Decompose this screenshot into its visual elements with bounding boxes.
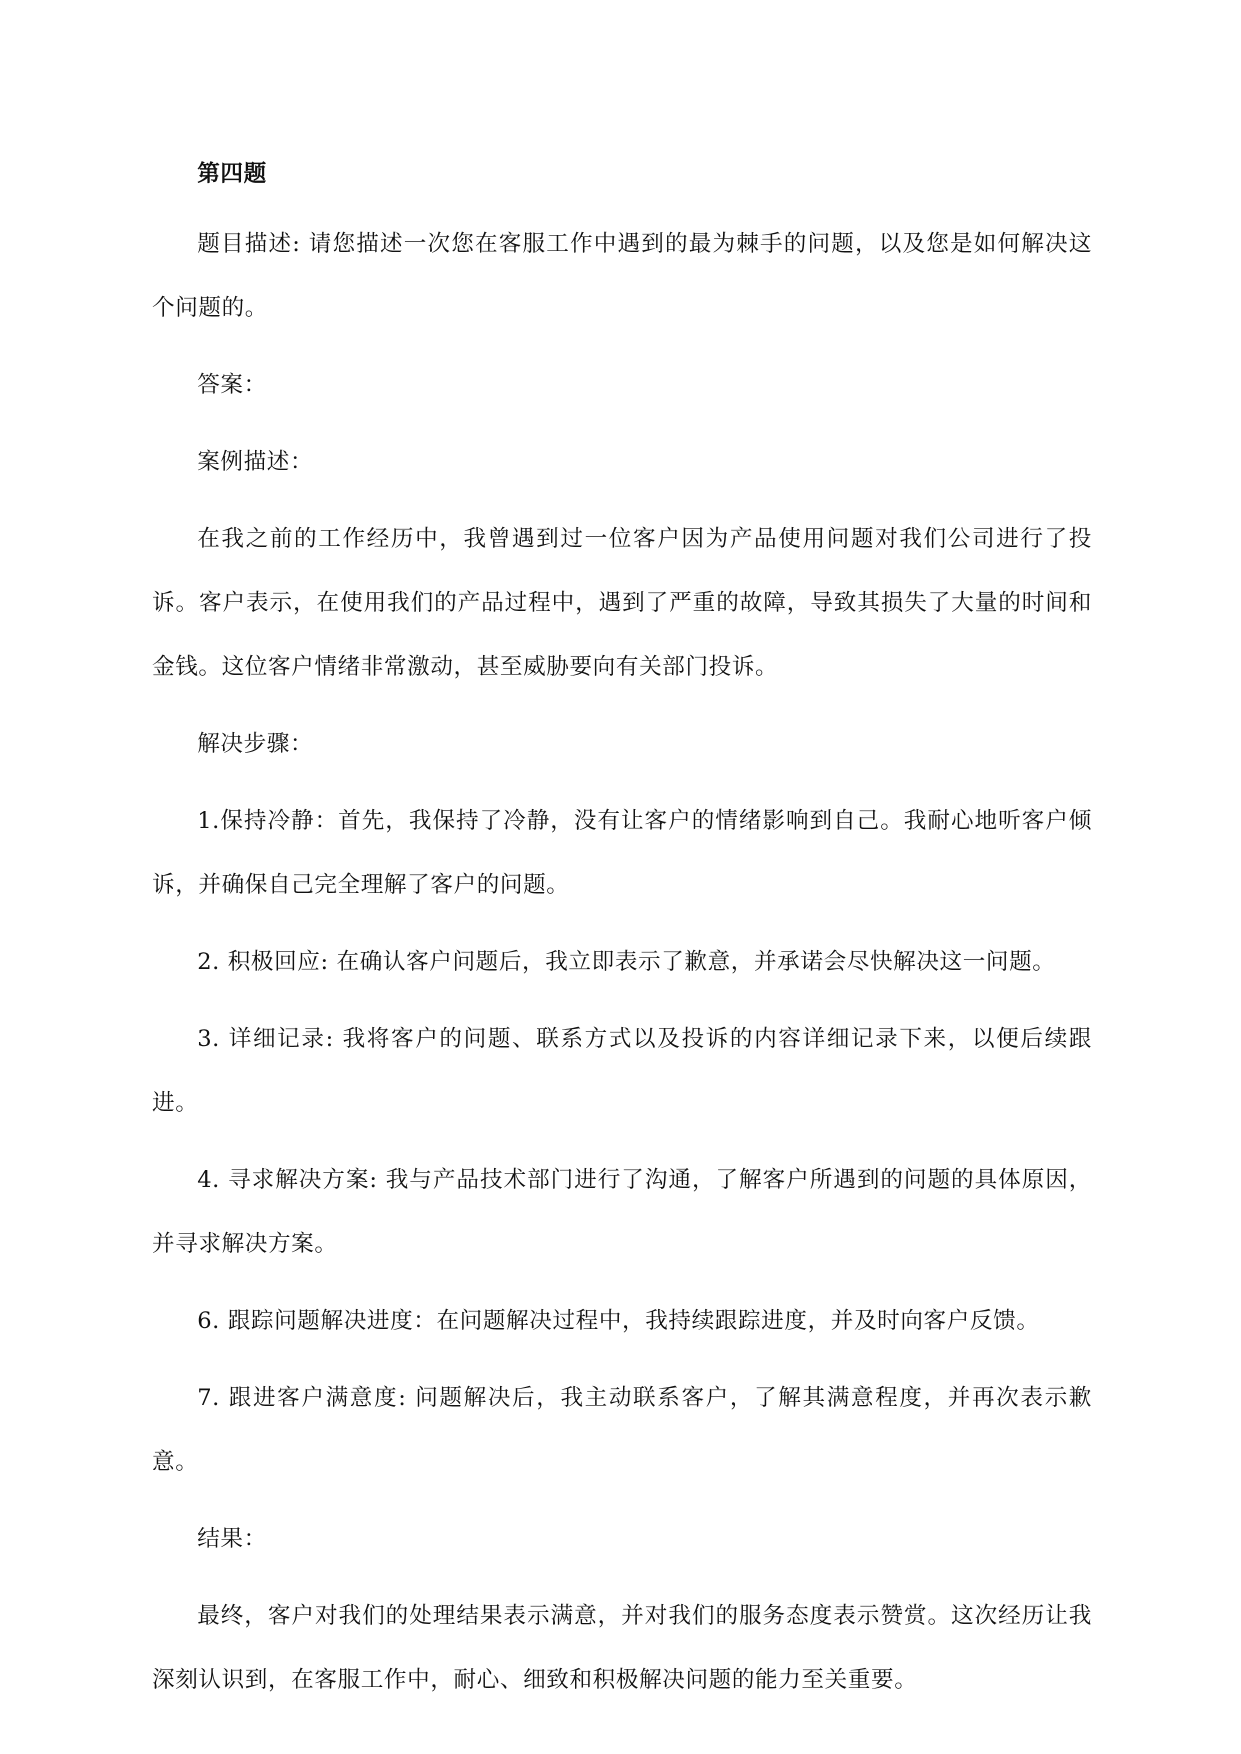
answer-label: 答案： [197, 372, 267, 398]
case-label: 案例描述： [197, 449, 314, 475]
result-text: 最终，客户对我们的处理结果表示满意，并对我们的服务态度表示赞赏。这次经历让我深刻认识到，在客服工作中，耐心、细致和积极解决问题的能力至关重要。 [152, 1603, 1092, 1693]
step-item: 6. 跟踪问题解决进度：在问题解决过程中，我持续跟踪进度，并及时向客户反馈。 [197, 1308, 1040, 1334]
step-item: 7. 跟进客户满意度: 问题解决后，我主动联系客户，了解其满意程度，并再次表示歉意。 [152, 1385, 1092, 1475]
question-title: 第四题 [197, 161, 267, 187]
step-item: 1.保持冷静：首先，我保持了冷静，没有让客户的情绪影响到自己。我耐心地听客户倾诉，并确保自己完全理解了客户的问题。 [152, 808, 1092, 898]
result-label: 结果： [197, 1526, 267, 1552]
question-description: 题目描述: 请您描述一次您在客服工作中遇到的最为棘手的问题，以及您是如何解决这个问题的。 [152, 231, 1092, 321]
case-text: 在我之前的工作经历中，我曾遇到过一位客户因为产品使用问题对我们公司进行了投诉。客户表示，在使用我们的产品过程中，遇到了严重的故障，导致其损失了大量的时间和金钱。这位客户情绪非常激动，甚至威胁要向有关部门投诉。 [152, 526, 1092, 680]
step-item: 4. 寻求解决方案: 我与产品技术部门进行了沟通，了解客户所遇到的问题的具体原因，并寻求解决方案。 [152, 1167, 1092, 1257]
steps-label: 解决步骤： [197, 731, 314, 757]
step-item: 3. 详细记录: 我将客户的问题、联系方式以及投诉的内容详细记录下来，以便后续跟进。 [152, 1026, 1092, 1116]
document-body [152, 142, 1092, 1725]
step-item: 2. 积极回应: 在确认客户问题后，我立即表示了歉意，并承诺会尽快解决这一问题。 [197, 949, 1056, 975]
